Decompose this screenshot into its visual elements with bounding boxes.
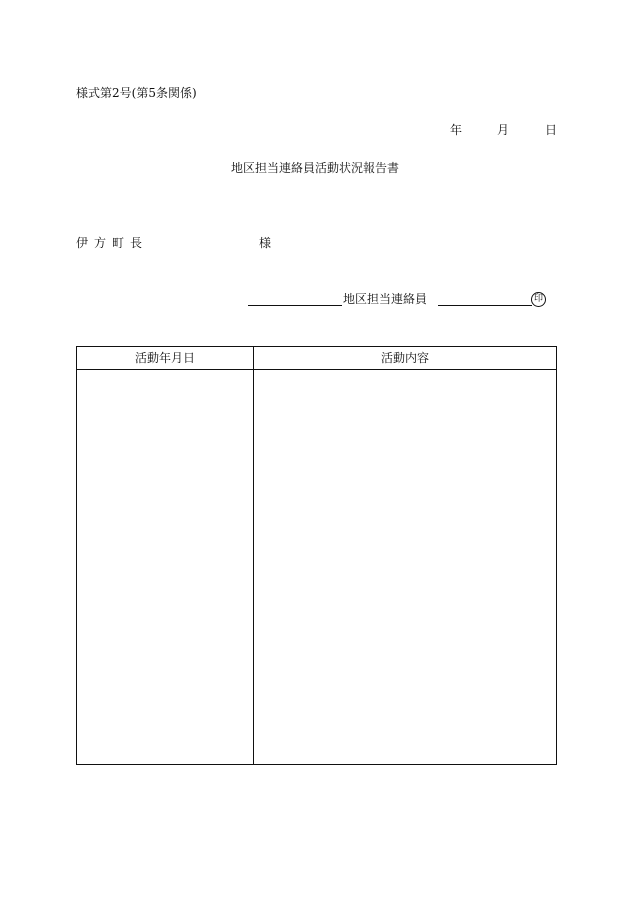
date-month-label: 月 bbox=[497, 123, 510, 137]
reporter-name-line bbox=[438, 305, 532, 306]
activity-table bbox=[76, 346, 557, 765]
date-year-label: 年 bbox=[450, 123, 463, 137]
district-name-line bbox=[248, 305, 342, 306]
header-activity-date: 活動年月日 bbox=[134, 351, 195, 365]
honorific: 様 bbox=[259, 236, 272, 250]
form-number: 様式第2号(第5条関係) bbox=[76, 86, 197, 100]
activity-content-cell bbox=[254, 370, 556, 764]
table-header bbox=[77, 347, 556, 370]
seal-icon: 印 bbox=[531, 292, 546, 307]
activity-date-cell bbox=[77, 370, 253, 764]
header-activity-content: 活動内容 bbox=[380, 351, 429, 365]
document-title: 地区担当連絡員活動状況報告書 bbox=[230, 161, 399, 175]
reporter-label: 地区担当連絡員 bbox=[343, 292, 428, 306]
addressee: 伊方町長 bbox=[76, 236, 149, 250]
date-day-label: 日 bbox=[545, 123, 558, 137]
